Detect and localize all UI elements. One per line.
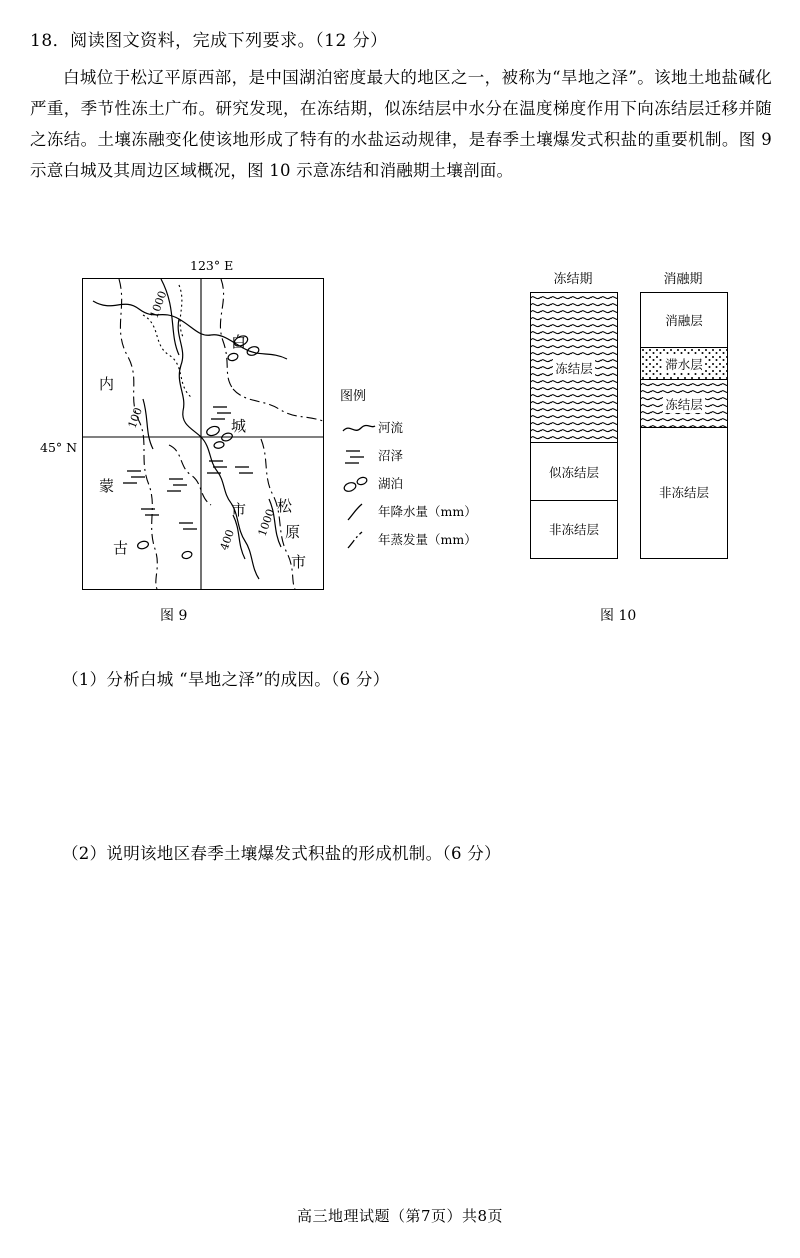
- legend-label-river: 河流: [378, 420, 404, 435]
- map-label-baicheng-2: 城: [231, 417, 247, 435]
- map-legend: [340, 390, 480, 554]
- soil-column-thawing: [640, 292, 728, 559]
- layer-unfrozen-a: [531, 501, 617, 556]
- legend-title: 图例: [340, 389, 367, 404]
- figure10-column-a-head: 冻结期: [553, 272, 593, 287]
- sub-question-2: （2）说明该地区春季土壤爆发式积盐的形成机制。（6 分）: [62, 844, 501, 863]
- legend-item-marsh: [340, 442, 480, 470]
- layer-label-unfrozen-b: 非冻结层: [658, 485, 709, 500]
- isoline-label-400: 400: [217, 527, 238, 553]
- legend-label-evaporation: 年蒸发量（mm）: [378, 532, 477, 547]
- marsh-icon: [340, 445, 378, 467]
- figures-area: [0, 250, 800, 645]
- map-label-neimenggu-2: 蒙: [99, 477, 115, 495]
- layer-thawed: [641, 293, 727, 348]
- isoline-label-100: 100: [125, 405, 146, 431]
- figure-9: [40, 250, 480, 640]
- longitude-label: 123° E: [190, 258, 234, 273]
- map-label-songyuan-1: 松: [277, 497, 293, 515]
- layer-label-frozen-b: 冻结层: [665, 396, 703, 412]
- legend-label-precipitation: 年降水量（mm）: [378, 504, 477, 519]
- sub-question-1: （1）分析白城 “旱地之泽”的成因。（6 分）: [62, 670, 390, 689]
- layer-label-unfrozen-a: 非冻结层: [548, 521, 599, 537]
- legend-label-lake: 湖泊: [378, 476, 404, 491]
- layer-label-quasi-frozen: 似冻结层: [548, 464, 599, 480]
- evap-line-icon: [340, 529, 378, 551]
- figure-9-caption: 图 9: [160, 608, 188, 624]
- map-label-neimenggu-3: 古: [113, 539, 129, 557]
- soil-column-freezing: [530, 292, 618, 559]
- question-number-line: 18．阅读图文资料，完成下列要求。（12 分）: [30, 31, 388, 51]
- map-drawing: [83, 279, 323, 589]
- map-label-songyuan-2: 原: [285, 523, 301, 541]
- isoline-label-1000-lower: 1000: [255, 507, 278, 539]
- map-frame: [82, 278, 324, 590]
- legend-item-river: [340, 414, 480, 442]
- layer-quasi-frozen: [531, 443, 617, 501]
- layer-frozen-b: [641, 380, 727, 428]
- figure10-column-b-head: 消融期: [663, 272, 703, 287]
- map-label-baicheng-1: 白: [231, 333, 247, 351]
- latitude-label: 45° N: [40, 440, 78, 455]
- layer-unfrozen-b: [641, 428, 727, 556]
- layer-label-thawed: 消融层: [665, 313, 703, 328]
- legend-item-precipitation: [340, 498, 480, 526]
- map-label-neimenggu-1: 内: [99, 375, 115, 393]
- layer-perched-water: [641, 348, 727, 380]
- map-label-songyuan-3: 市: [291, 553, 307, 571]
- river-icon: [340, 417, 378, 439]
- legend-item-evaporation: [340, 526, 480, 554]
- figure-10: [505, 250, 765, 640]
- map-label-baicheng-3: 市: [231, 501, 247, 519]
- layer-label-frozen-a: 冻结层: [555, 360, 593, 376]
- question-passage: 白城位于松辽平原西部，是中国湖泊密度最大的地区之一，被称为“旱地之泽”。该地土地盐碱化严重，季节性冻土广布。研究发现，在冻结期，似冻结层中水分在温度梯度作用下向冻结层迁移并随之冻结。土壤冻融变化使该地形成了特有的水盐运动规律，是春季土壤爆发式积盐的重要机制。图 9 示意白城及其周边区域概况，图 10 示意冻结和消融期土壤剖面。: [30, 68, 772, 180]
- figure-10-caption: 图 10: [600, 608, 637, 624]
- precip-line-icon: [340, 501, 378, 523]
- layer-label-perched-water: 滞水层: [665, 356, 703, 372]
- lake-icon: [340, 473, 378, 495]
- isoline-label-1000-upper: 1000: [147, 289, 170, 321]
- legend-item-lake: [340, 470, 480, 498]
- page-footer: 高三地理试题（第7页）共8页: [296, 1207, 504, 1225]
- layer-frozen-a: [531, 293, 617, 443]
- legend-label-marsh: 沼泽: [378, 448, 404, 463]
